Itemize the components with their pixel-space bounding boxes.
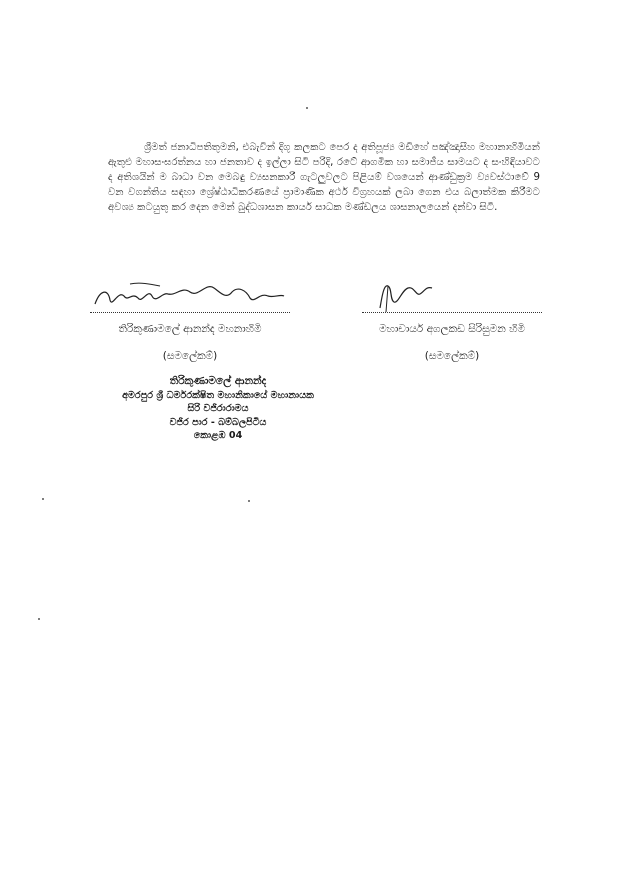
signatory-role-left: (සමලේකම්) [162, 350, 218, 362]
address-line-2: අමරපුර ශ්‍රී ධර්මරක්ෂිත මහානිකායේ මහානායක [122, 389, 314, 401]
address-line-4: වජිර පාර - බම්බලපිටිය [169, 416, 267, 428]
signatory-role-right: (සමලේකම්) [424, 350, 480, 362]
signature-block-right [362, 278, 542, 363]
signatory-name-right: මහාචාර්ය අගලකඩ සිරිසුමන හිමි [379, 323, 525, 335]
stray-mark [42, 498, 44, 500]
signature-scribble-right [362, 278, 542, 314]
stray-mark [248, 500, 250, 502]
address-line-1: තිරිකුණාමලේ ආනන්ද [169, 375, 267, 387]
address-line-3: සිරි වජිරාරාමය [187, 403, 249, 414]
signature-block-left [90, 278, 290, 363]
stray-mark [38, 618, 40, 620]
signatory-name-left: තිරිකුණාමලේ ආනන්ද මහනාහිමි [118, 323, 262, 335]
body-paragraph: ශ්‍රීමත් ජනාධිපතිතුමනි, එබැවින් දිගු කලකට පෙර ද අතිපූජ්‍ය මඩිහේ පඤ්ඤාසීහ මහානාහිමියන් ඇතුළු මහාසංඝරත්නය හා ජනතාව ද ඉල්ලා සිටි පරිදි, රටේ ආගමික හා සමාජීය සාමයට ද සංහිඳියාවට ද අතිශයින් ම බාධා වන මෙබඳු ව්‍යසනකාරී ගැටලුවලට පිළියම් වශයෙන් ආණ්ඩුක්‍රම ව්‍යවස්ථාවේ 9 වන වගන්තිය සඳහා ශ්‍රේෂ්ඨාධිකරණයේ ප්‍රාමාණික අර්ථ විග්‍රහයක් ලබා ගෙන එය බලාත්මක කිරීමට අවශ්‍ය කටයුතු කර දෙන මෙන් බුද්ධශාසන කාර්ය සාධක මණ්ඩලය ශාසනාලයෙන් දන්වා සිටී. [108, 142, 540, 214]
signature-scribble-left [90, 278, 290, 314]
address-stamp [118, 375, 318, 443]
signature-line-left [90, 278, 290, 313]
signature-line-right [362, 278, 542, 313]
address-line-5: කොළඹ 04 [193, 430, 243, 441]
stray-mark [306, 107, 308, 109]
